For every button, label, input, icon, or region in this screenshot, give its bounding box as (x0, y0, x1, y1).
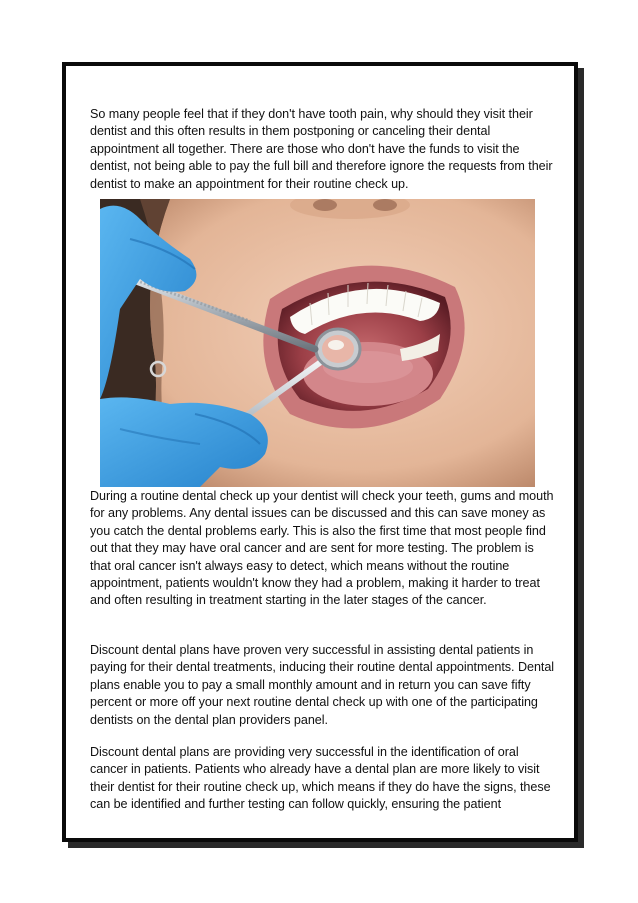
paragraph-intro: So many people feel that if they don't have tooth pain, why should they visit their dentist and this often results in them postponing or canceling their dental appointment all together. There are those who don't have the funds to visit the dentist, not being able to pay the full bill and therefore ignore the requests from their dentist to make an appointment for their routine check up. (90, 107, 553, 191)
dental-checkup-photo (100, 199, 535, 487)
page-frame (62, 62, 578, 842)
paragraph-checkup: During a routine dental check up your dentist will check your teeth, gums and mouth for any problems. Any dental issues can be discussed and this can save money as you catch the dental problems early. This is also the first time that most people find out that they may have oral cancer and are sent for more testing. The problem is that oral cancer isn't always easy to detect, which means without the routine appointment, patients wouldn't know they had a problem, making it harder to treat and often resulting in treatment starting in the later stages of the cancer. (90, 489, 554, 608)
paragraph-oral-cancer: Discount dental plans are providing very successful in the identification of oral cancer in patients. Patients who already have a dental plan are more likely to visit their dentist for their routine check up, which means if they do have the signs, these can be identified and further testing can follow quickly, ensuring the patient (90, 745, 551, 812)
paragraph-discount-plans: Discount dental plans have proven very successful in assisting dental patients in paying for their dental treatments, inducing their routine dental appointments. Dental plans enable you to pay a small monthly amount and in return you can save fifty percent or more off your next routine dental check up with one of the participating dentists on the dental plan providers panel. (90, 643, 555, 727)
